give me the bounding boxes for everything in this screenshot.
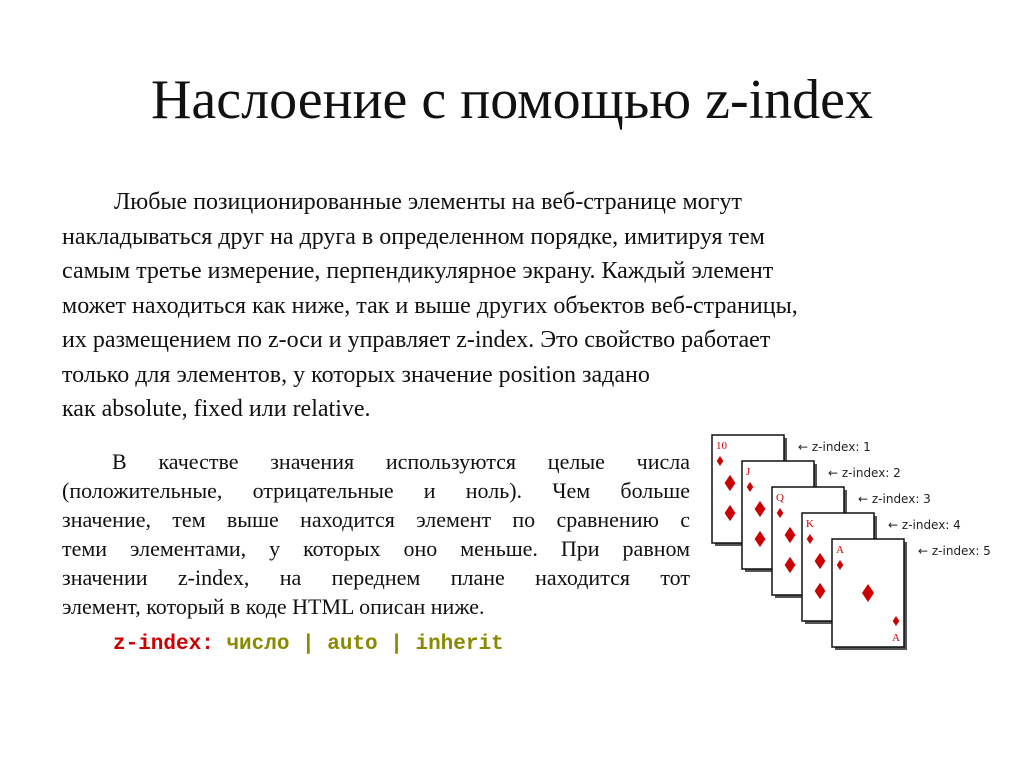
text-line: Любые позиционированные элементы на веб-странице могут bbox=[114, 189, 742, 215]
syntax-property: z-index: bbox=[113, 633, 214, 656]
card-rank: J bbox=[746, 466, 751, 478]
intro-paragraph bbox=[62, 185, 947, 427]
text-line: значении z-index, на переднем плане находится тот bbox=[62, 565, 690, 590]
cards-illustration bbox=[700, 425, 1010, 660]
text-line: может находиться как ниже, так и выше других объектов веб-страницы, bbox=[62, 292, 798, 319]
text-line: только для элементов, у которых значение position задано bbox=[62, 361, 650, 388]
text-line: их размещением по z-оси и управляет z-index. Это свойство работает bbox=[62, 327, 771, 353]
text-line: (положительные, отрицательные и ноль). Чем больше bbox=[62, 478, 690, 503]
z-index-label: ← z-index: 4 bbox=[888, 518, 961, 532]
text-line: накладываться друг на друга в определенном порядке, имитируя тем bbox=[62, 223, 765, 250]
card-rank: A bbox=[836, 544, 844, 556]
card-rank: 10 bbox=[716, 440, 727, 452]
card-rank: Q bbox=[776, 492, 784, 504]
text-line: В качестве значения используются целые числа bbox=[112, 449, 690, 474]
values-paragraph bbox=[62, 447, 690, 621]
cards-figure bbox=[700, 425, 1010, 660]
z-index-label: ← z-index: 3 bbox=[858, 492, 931, 506]
text-line: теми элементами, у которых оно меньше. При равном bbox=[62, 536, 690, 561]
text-line: значение, тем выше находится элемент по сравнению с bbox=[62, 507, 690, 532]
syntax-values: число | auto | inherit bbox=[213, 633, 504, 656]
text-line: элемент, который в коде HTML описан ниже. bbox=[62, 594, 485, 619]
syntax-line bbox=[113, 630, 504, 660]
text-line: как absolute, fixed или relative. bbox=[62, 396, 371, 422]
z-index-label: ← z-index: 5 bbox=[918, 544, 991, 558]
z-index-label: ← z-index: 1 bbox=[798, 440, 871, 454]
card-rank-bottom: A bbox=[892, 632, 900, 644]
z-index-label: ← z-index: 2 bbox=[828, 466, 901, 480]
text-line: самым третье измерение, перпендикулярное экрану. Каждый элемент bbox=[62, 258, 774, 284]
playing-card bbox=[832, 539, 907, 650]
slide-title: Наслоение с помощью z-index bbox=[150, 69, 874, 131]
card-rank: K bbox=[806, 518, 814, 530]
